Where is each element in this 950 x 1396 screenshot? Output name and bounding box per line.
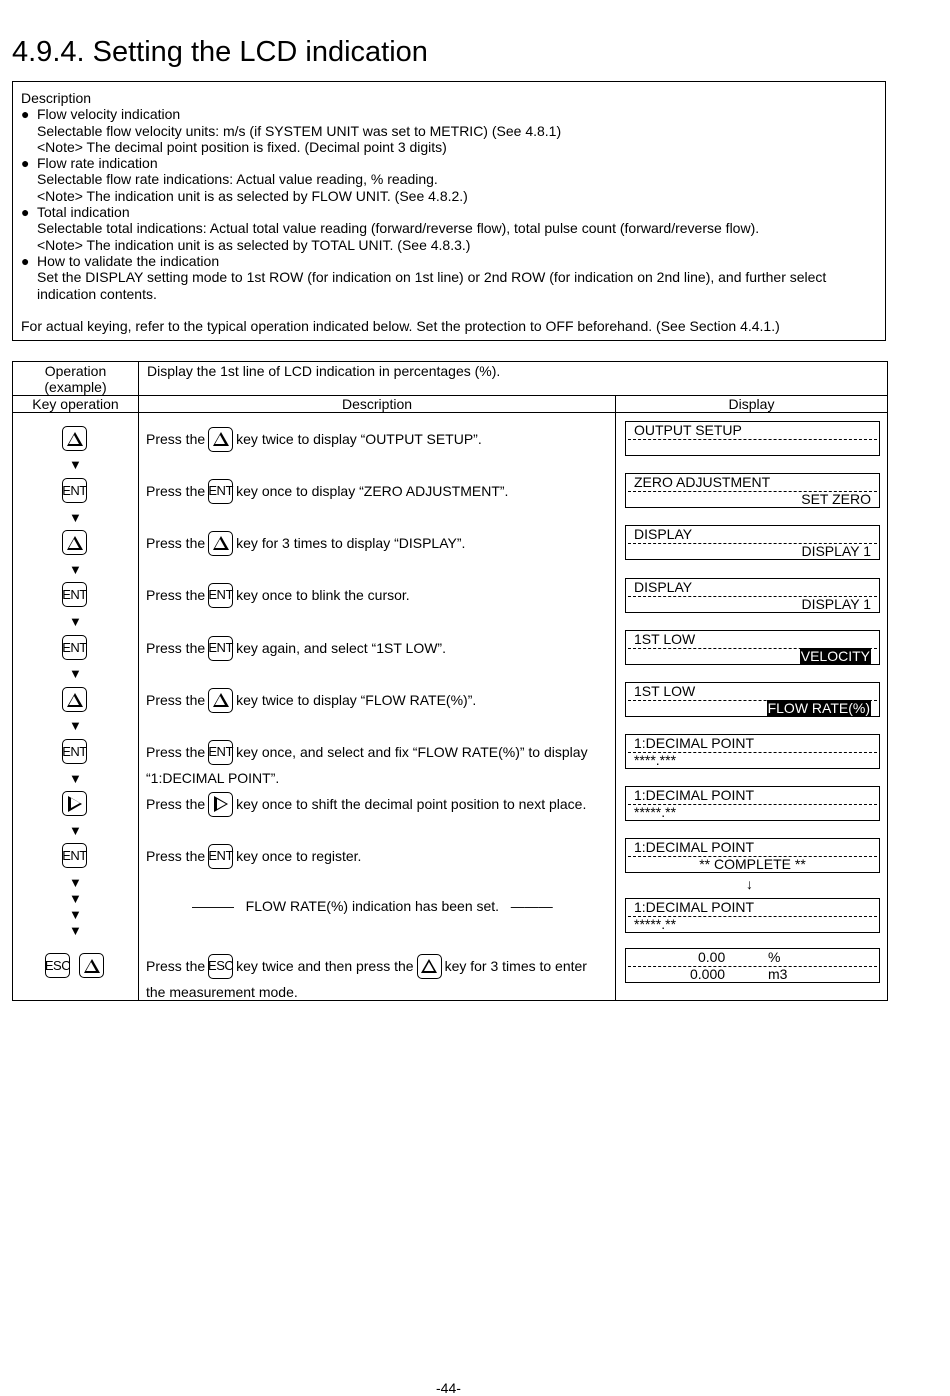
ent-key-icon: ENT — [208, 636, 233, 661]
bullet-icon: ● — [21, 106, 30, 123]
lcd-display: OUTPUT SETUP — [625, 421, 880, 456]
page-title: 4.9.4. Setting the LCD indication — [12, 36, 428, 68]
operation-text: Display the 1st line of LCD indication in percentages (%). — [147, 363, 501, 379]
description-box: Description ● Flow velocity indication Selectable flow velocity units: m/s (if SYSTEM UNIT was set to METRIC) (See 4.8.1) <Note> The decimal point position is fixed. (Decimal point 3 digits) ● Flow rate indication Selectable flow rate indications: Actual value reading, % reading. <Note> The indication unit is as selected by FLOW UNIT. (See 4.8.2.) ● Total indication Selectable total indications: Actual total value reading (forward/reverse flow), total pulse count (forward/reverse flow). <Note> The indication unit is as selected by TOTAL UNIT. (See 4.8.3.) ● How to validate the indication Set the DISPLAY setting mode to 1st ROW (for indication on 1st line) or 2nd ROW (for indication on 2nd line), and further select indication contents. For actual keying, refer to the typical operation indicated below. Set the protection to OFF beforehand. (See Section 4.4.1.) — [12, 81, 886, 341]
description-footer: For actual keying, refer to the typical operation indicated below. Set the protection to OFF beforehand. (See Section 4.4.1.) — [21, 317, 780, 334]
up-key-icon — [417, 954, 442, 979]
down-arrow-icon: ▼ — [69, 457, 82, 472]
step-description: Press the key twice to display “FLOW RATE(%)”. — [146, 687, 476, 713]
ent-key-icon: ENT — [62, 582, 87, 607]
lcd-display: DISPLAY DISPLAY 1 — [625, 578, 880, 613]
lcd-display: 1ST LOW VELOCITY — [625, 630, 880, 665]
down-arrow-icon: ▼ — [69, 907, 82, 922]
down-arrow-icon: ▼ — [69, 562, 82, 577]
lcd-cursor-highlight: VELOCITY — [800, 648, 870, 664]
ent-key-icon: ENT — [208, 583, 233, 608]
down-arrow-icon: ▼ — [69, 891, 82, 906]
down-arrow-icon: ▼ — [69, 510, 82, 525]
ent-key-icon: ENT — [208, 740, 233, 765]
up-key-icon — [62, 426, 87, 451]
down-arrow-icon: ▼ — [69, 875, 82, 890]
operation-label: Operation — [44, 363, 107, 379]
ent-key-icon: ENT — [62, 635, 87, 660]
bullet-item: ● Total indication — [21, 204, 130, 221]
lcd-display: 1:DECIMAL POINT *****.** — [625, 898, 880, 933]
col-header-display: Display — [728, 396, 775, 412]
step-description-cont: the measurement mode. — [146, 984, 298, 1000]
down-arrow-icon: ▼ — [69, 614, 82, 629]
step-description: Press the ENT key once, and select and fix “FLOW RATE(%)” to display — [146, 739, 588, 765]
bullet-item: ● How to validate the indication — [21, 252, 220, 269]
lcd-display: 1:DECIMAL POINT ** COMPLETE ** — [625, 838, 880, 873]
col-header-description: Description — [341, 396, 413, 412]
up-key-icon — [208, 531, 233, 556]
lcd-cursor-highlight: FLOW RATE(%) — [767, 700, 870, 716]
lcd-unit-1: % — [768, 949, 781, 965]
step-description: Press the ENT key again, and select “1ST LOW”. — [146, 635, 446, 661]
ent-key-icon: ENT — [62, 739, 87, 764]
down-arrow-icon: ▼ — [69, 923, 82, 938]
down-arrow-icon: ▼ — [69, 823, 82, 838]
up-key-icon — [62, 687, 87, 712]
operation-label-sub: (example) — [44, 379, 107, 395]
lcd-display: DISPLAY DISPLAY 1 — [625, 525, 880, 560]
lcd-display-measurement — [625, 948, 880, 983]
up-key-icon — [62, 530, 87, 555]
step-description: Press the ESC key twice and then press the key for 3 times to enter — [146, 953, 587, 979]
lcd-display: ZERO ADJUSTMENT SET ZERO — [625, 473, 880, 508]
lcd-display: 1:DECIMAL POINT *****.** — [625, 786, 880, 821]
step-description-cont: “1:DECIMAL POINT”. — [146, 770, 280, 786]
bullet-icon: ● — [21, 204, 30, 221]
set-note: ——— FLOW RATE(%) indication has been set. ——— — [192, 898, 553, 914]
esc-key-icon: ESC — [45, 953, 70, 978]
right-key-icon — [208, 792, 233, 817]
step-description: Press the key for 3 times to display “DISPLAY”. — [146, 530, 465, 556]
right-key-icon — [62, 791, 87, 816]
bullet-icon: ● — [21, 155, 30, 172]
up-key-icon — [208, 688, 233, 713]
ent-key-icon: ENT — [62, 478, 87, 503]
page-number: -44- — [436, 1380, 461, 1396]
bullet-icon: ● — [21, 252, 30, 269]
down-arrow-icon: ▼ — [69, 666, 82, 681]
col-header-key: Key operation — [32, 396, 119, 412]
description-heading: Description — [21, 90, 92, 106]
step-description: Press the ENT key once to blink the cursor. — [146, 582, 410, 608]
ent-key-icon: ENT — [208, 844, 233, 869]
lcd-unit-2: m3 — [768, 966, 788, 982]
lcd-display: 1:DECIMAL POINT ****.*** — [625, 734, 880, 769]
step-description: Press the ENT key once to register. — [146, 843, 361, 869]
ent-key-icon: ENT — [62, 843, 87, 868]
arrow-down-icon: ↓ — [746, 876, 753, 892]
down-arrow-icon: ▼ — [69, 771, 82, 786]
down-arrow-icon: ▼ — [69, 718, 82, 733]
bullet-item: ● Flow velocity indication — [21, 106, 181, 123]
bullet-item: ● Flow rate indication — [21, 155, 158, 172]
step-description: Press the key once to shift the decimal point position to next place. — [146, 791, 586, 817]
ent-key-icon: ENT — [208, 479, 233, 504]
lcd-display: 1ST LOW FLOW RATE(%) — [625, 682, 880, 717]
step-description: Press the ENT key once to display “ZERO ADJUSTMENT”. — [146, 478, 508, 504]
lcd-value-1: 0.00 — [698, 949, 726, 965]
esc-key-icon: ESC — [208, 954, 233, 979]
lcd-value-2: 0.000 — [690, 966, 726, 982]
up-key-icon — [208, 427, 233, 452]
up-key-icon — [79, 953, 104, 978]
step-description: Press the key twice to display “OUTPUT SETUP”. — [146, 426, 482, 452]
